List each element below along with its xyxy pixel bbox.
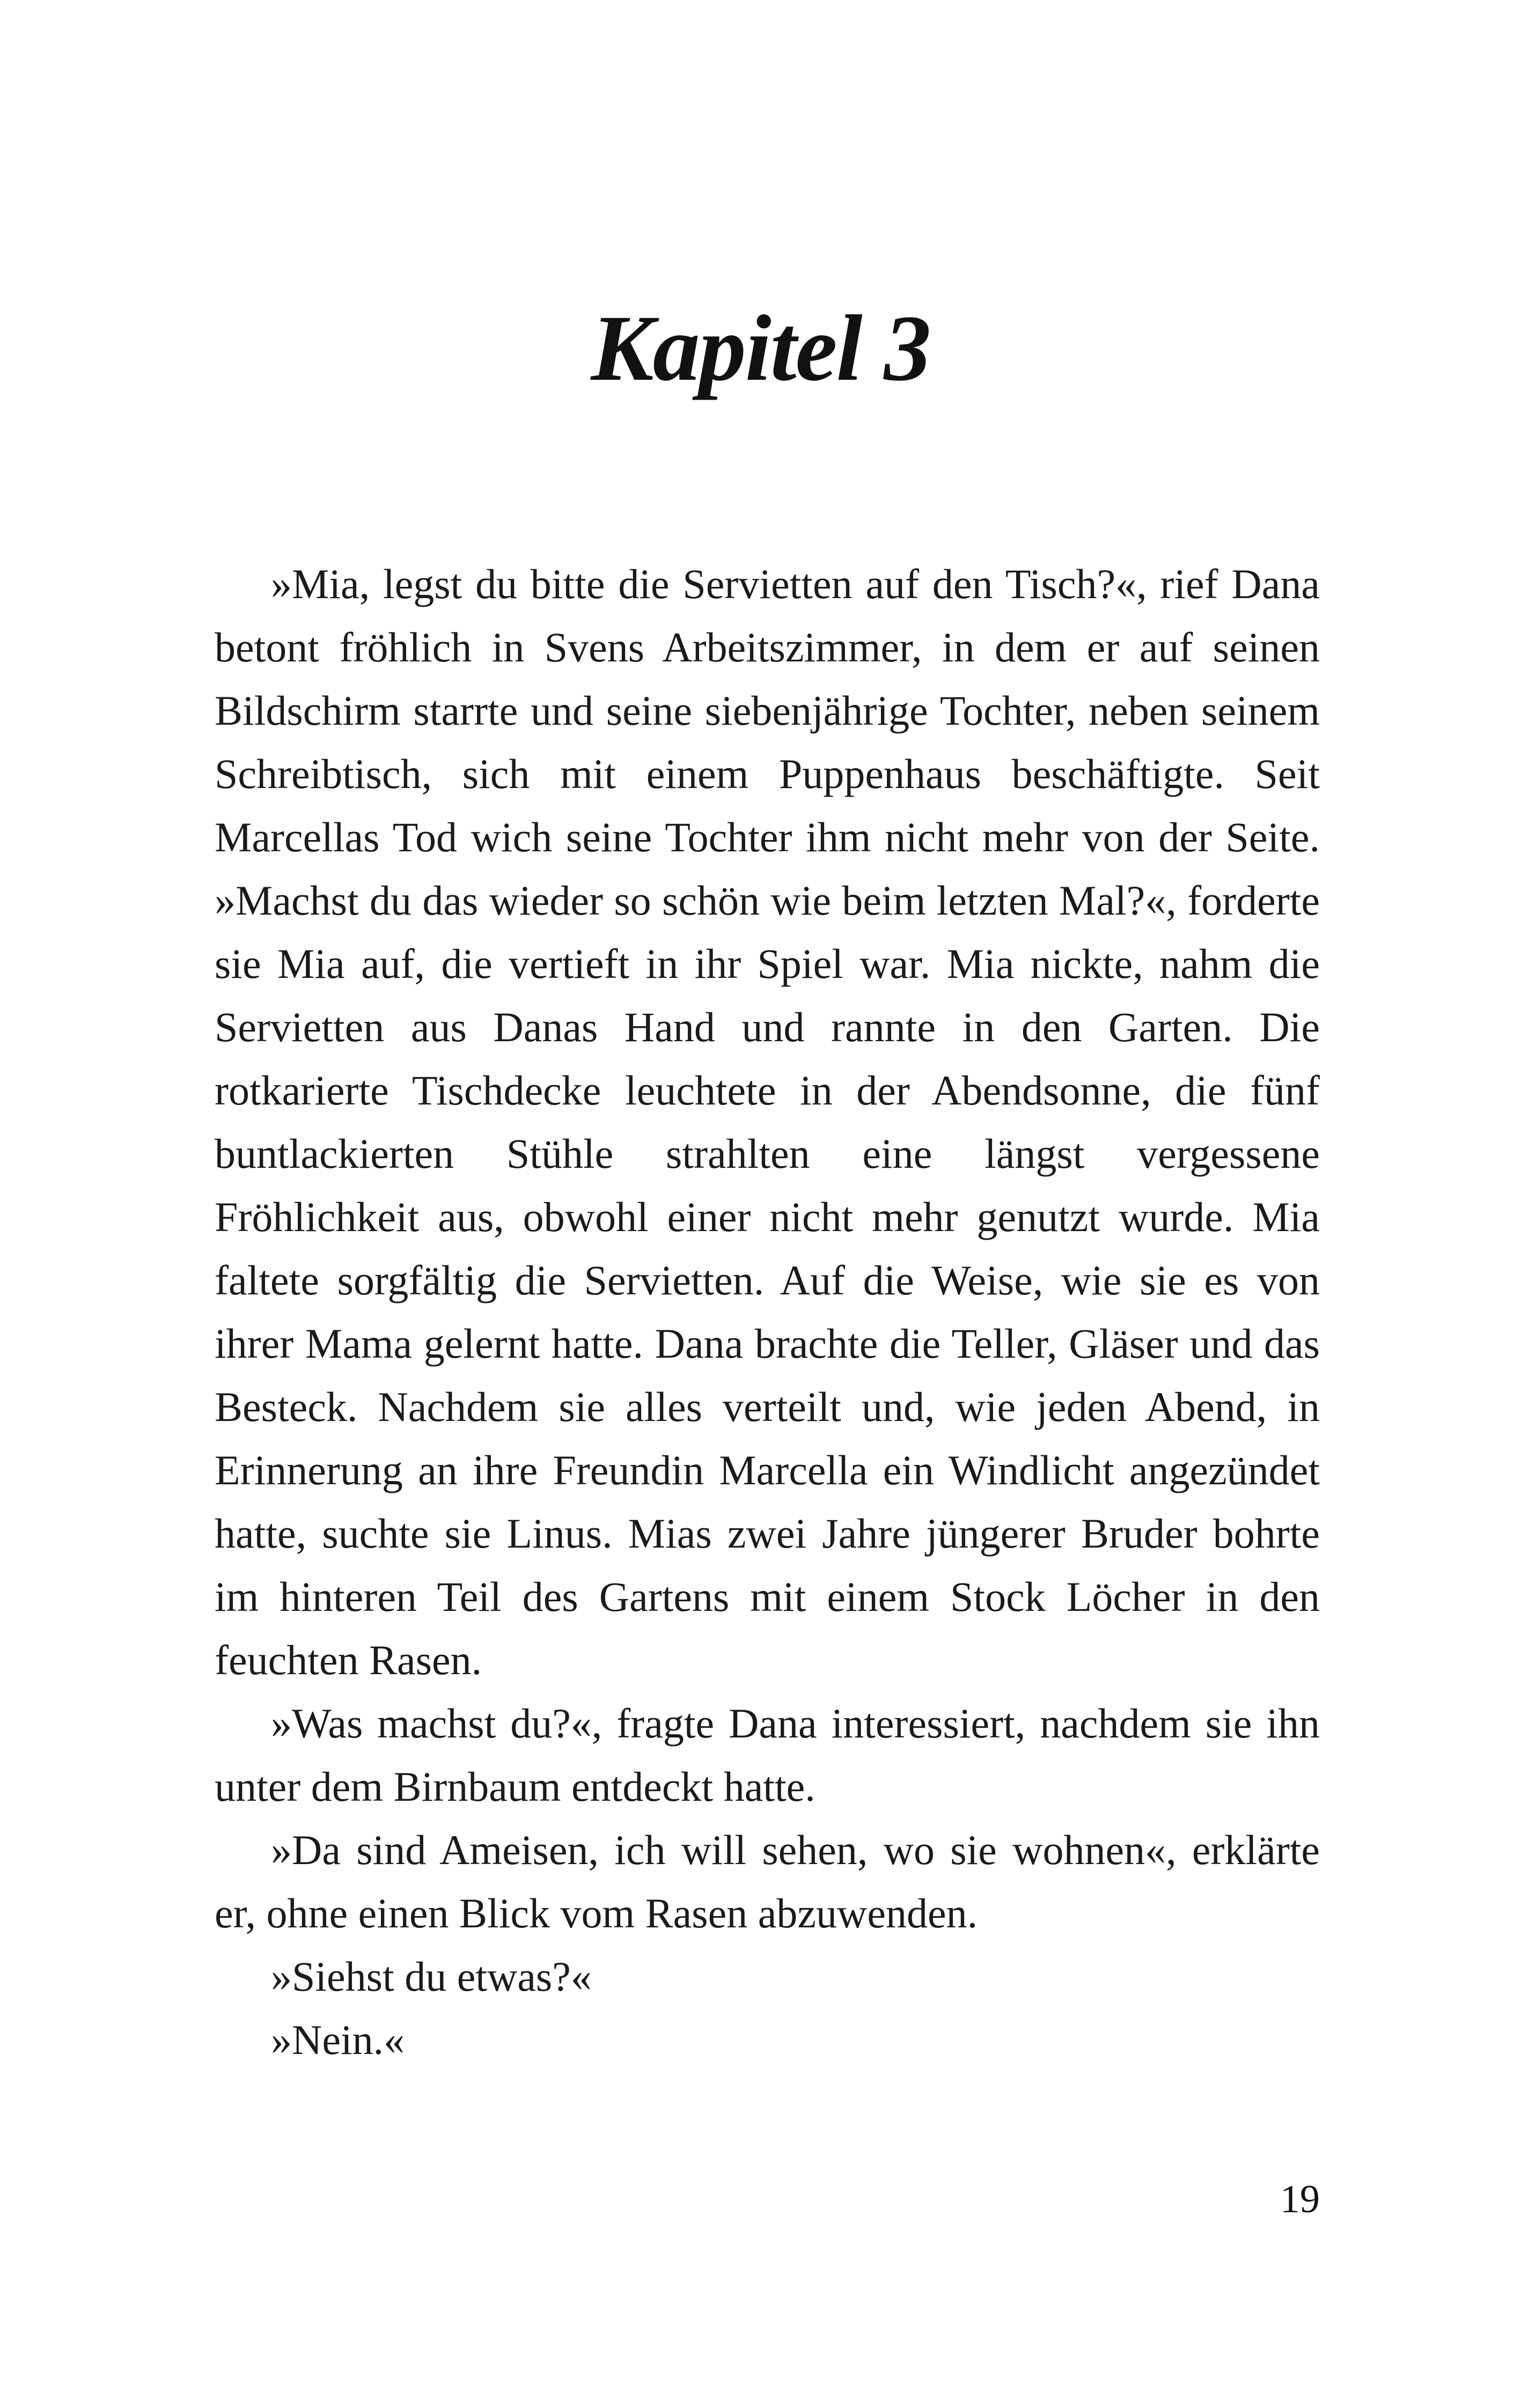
paragraph: »Da sind Ameisen, ich will sehen, wo sie wohnen«, erklärte er, ohne einen Blick vom Rasen abzuwenden. (215, 1827, 1320, 1936)
paragraph: »Was machst du?«, fragte Dana interessiert, nachdem sie ihn unter dem Birnbaum entdeckt hatte. (215, 1700, 1320, 1810)
chapter-title: Kapitel 3 (591, 296, 930, 401)
chapter-body (215, 553, 1320, 2072)
paragraph: »Siehst du etwas?« (271, 1953, 592, 2000)
page-number: 19 (1280, 2177, 1320, 2221)
paragraph: »Nein.« (271, 2016, 405, 2063)
paragraph: »Mia, legst du bitte die Servietten auf den Tisch?«, rief Dana betont fröhlich in Svens Arbeitszimmer, in dem er auf seinen Bildschirm starrte und seine siebenjährige Tochter, neben seinem Schreibtisch, sich mit einem Puppenhaus beschäftigte. Seit Marcellas Tod wich seine Tochter ihm nicht mehr von der Seite. »Machst du das wieder so schön wie beim letzten Mal?«, forderte sie Mia auf, die vertieft in ihr Spiel war. Mia nickte, nahm die Servietten aus Danas Hand und rannte in den Garten. Die rotkarierte Tischdecke leuchtete in der Abendsonne, die fünf buntlackierten Stühle strahlten eine längst vergessene Fröhlichkeit aus, obwohl einer nicht mehr genutzt wurde. Mia faltete sorgfältig die Servietten. Auf die Weise, wie sie es von ihrer Mama gelernt hatte. Dana brachte die Teller, Gläser und das Besteck. Nachdem sie alles verteilt und, wie jeden Abend, in Erinnerung an ihre Freundin Marcella ein Windlicht angezündet hatte, suchte sie Linus. Mias zwei Jahre jüngerer Bruder bohrte im hinteren Teil des Gartens mit einem Stock Löcher in den feuchten Rasen. (215, 561, 1320, 1683)
